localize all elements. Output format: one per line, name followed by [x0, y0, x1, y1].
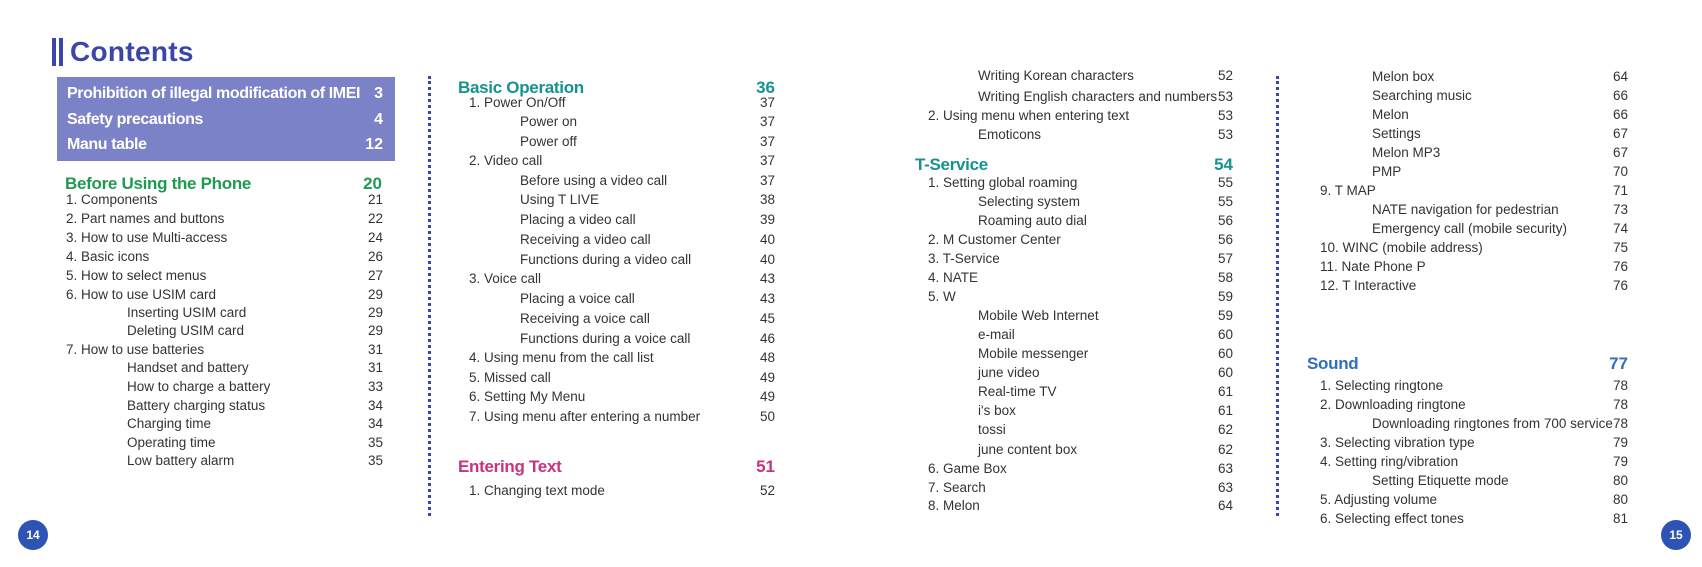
page-title: Contents	[70, 36, 194, 67]
toc-entry-page: 35	[367, 453, 383, 468]
toc-entry-page: 62	[1217, 422, 1233, 437]
toc-entry-label: june content box	[978, 442, 1078, 457]
toc-entry-page: 31	[367, 360, 383, 375]
toc-entry-page: 49	[759, 389, 775, 404]
toc-entry-label: 3. How to use Multi-access	[66, 230, 228, 245]
toc-entry[interactable]	[67, 107, 383, 133]
toc-entry-page: 48	[759, 350, 775, 365]
toc-entry-page: 24	[367, 230, 383, 245]
toc-entry-page: 53	[1217, 127, 1233, 142]
toc-entry-label: 6. How to use USIM card	[66, 287, 217, 302]
section-heading: Before Using the Phone	[65, 174, 252, 193]
toc-entry-page: 40	[759, 252, 775, 267]
toc-entry-label: 7. Using menu after entering a number	[469, 409, 701, 424]
toc-entry-page: 38	[759, 192, 775, 207]
toc-entry-page: 62	[1217, 442, 1233, 457]
toc-entry-label: 2. Downloading ringtone	[1320, 397, 1466, 412]
toc-entry-label: Real-time TV	[978, 384, 1057, 399]
column-divider	[1276, 76, 1279, 516]
toc-entry-page: 63	[1217, 461, 1233, 476]
section-page: 36	[756, 78, 775, 97]
toc-entry-label: 6. Setting My Menu	[469, 389, 586, 404]
toc-entry-page: 31	[367, 342, 383, 357]
toc-entry-page: 79	[1612, 435, 1628, 450]
toc-entry-label: Safety precautions	[67, 110, 203, 128]
toc-entry-label: Functions during a video call	[520, 252, 692, 267]
page-number-left: 14	[18, 520, 48, 550]
toc-entry-label: 1. Setting global roaming	[928, 175, 1078, 190]
toc-entry-page: 43	[759, 291, 775, 306]
toc-entry-page: 59	[1217, 289, 1233, 304]
toc-entry-label: Melon box	[1372, 69, 1435, 84]
toc-entry-page: 46	[759, 331, 775, 346]
toc-entry-page: 37	[759, 173, 775, 188]
toc-entry-page: 37	[759, 153, 775, 168]
toc-entry-label: 8. Melon	[928, 498, 980, 513]
toc-entry-label: 4. Using menu from the call list	[469, 350, 654, 365]
toc-entry-label: 1. Selecting ringtone	[1320, 378, 1444, 393]
toc-entry-label: Power off	[520, 134, 577, 149]
toc-entry-label: 1. Changing text mode	[469, 483, 605, 498]
toc-entry-label: 2. Part names and buttons	[66, 211, 225, 226]
toc-entry-label: 4. Setting ring/vibration	[1320, 454, 1459, 469]
toc-entry-label: Searching music	[1372, 88, 1472, 103]
toc-entry-page: 61	[1217, 384, 1233, 399]
toc-entry-label: Using T LIVE	[520, 192, 600, 207]
toc-entry-label: NATE navigation for pedestrian	[1372, 202, 1559, 217]
toc-entry-page: 64	[1612, 69, 1628, 84]
toc-entry-label: Battery charging status	[127, 398, 266, 413]
toc-entry-page: 67	[1612, 126, 1628, 141]
toc-entry-page: 60	[1217, 365, 1233, 380]
toc-entry-page: 81	[1612, 511, 1628, 526]
toc-entry-page: 71	[1612, 183, 1628, 198]
toc-entry-label: 2. Video call	[469, 153, 543, 168]
toc-entry-label: Emergency call (mobile security)	[1372, 221, 1568, 236]
section-heading: T-Service	[915, 155, 988, 174]
toc-entry-page: 80	[1612, 492, 1628, 507]
toc-entry-label: 3. Selecting vibration type	[1320, 435, 1475, 450]
contents-title	[52, 36, 194, 68]
toc-entry-page: 76	[1612, 278, 1628, 293]
section-heading: Basic Operation	[458, 78, 584, 97]
column-divider	[428, 76, 431, 516]
toc-entry-label: Melon MP3	[1372, 145, 1441, 160]
toc-entry-label: Mobile Web Internet	[978, 308, 1099, 323]
toc-entry-label: tossi	[978, 422, 1006, 437]
toc-entry-page: 63	[1217, 480, 1233, 495]
toc-entry-page: 78	[1612, 378, 1628, 393]
toc-entry-label: e-mail	[978, 327, 1015, 342]
highlight-box	[57, 77, 395, 161]
page-number-right: 15	[1661, 520, 1691, 550]
toc-entry-page: 55	[1217, 194, 1233, 209]
section-heading: Sound	[1307, 354, 1359, 373]
toc-entry-page: 29	[367, 287, 383, 302]
toc-entry-page: 34	[367, 416, 383, 431]
toc-entry-label: 5. W	[928, 289, 956, 304]
toc-entry-label: 11. Nate Phone P	[1320, 259, 1426, 274]
toc-entry-label: june video	[978, 365, 1040, 380]
toc-entry-page: 61	[1217, 403, 1233, 418]
toc-entry-page: 45	[759, 311, 775, 326]
section-heading: Entering Text	[458, 457, 562, 476]
toc-entry-page: 73	[1612, 202, 1628, 217]
toc-entry-page: 3	[374, 85, 383, 102]
toc-entry-page: 78	[1612, 416, 1628, 431]
toc-entry-page: 57	[1217, 251, 1233, 266]
title-bar-icon	[52, 38, 63, 66]
toc-entry-page: 53	[1217, 108, 1233, 123]
toc-entry-page: 37	[759, 114, 775, 129]
toc-entry-page: 29	[367, 305, 383, 320]
toc-entry-page: 60	[1217, 346, 1233, 361]
toc-entry-label: Roaming auto dial	[978, 213, 1087, 228]
toc-entry-label: Inserting USIM card	[127, 305, 247, 320]
toc-entry-label: 9. T MAP	[1320, 183, 1376, 198]
toc-entry-label: Operating time	[127, 435, 216, 450]
toc-entry-label: 3. T-Service	[928, 251, 1000, 266]
toc-entry-label: Downloading ringtones from 700 service	[1372, 416, 1613, 431]
toc-entry-page: 66	[1612, 107, 1628, 122]
toc-entry-page: 50	[759, 409, 775, 424]
toc-entry-page: 74	[1612, 221, 1628, 236]
toc-entry-page: 55	[1217, 175, 1233, 190]
toc-entry-label: How to charge a battery	[127, 379, 271, 394]
toc-entry-label: 6. Selecting effect tones	[1320, 511, 1464, 526]
toc-entry-page: 64	[1217, 498, 1233, 513]
toc-entry-label: 1. Power On/Off	[469, 95, 566, 110]
toc-entry-page: 43	[759, 271, 775, 286]
toc-entry-label: 2. M Customer Center	[928, 232, 1061, 247]
toc-entry-label: 3. Voice call	[469, 271, 542, 286]
toc-entry-page: 53	[1217, 89, 1233, 104]
toc-entry-page: 22	[367, 211, 383, 226]
toc-entry-label: Melon	[1372, 107, 1409, 122]
toc-entry-label: Receiving a video call	[520, 232, 651, 247]
toc-entry-page: 37	[759, 95, 775, 110]
toc-entry-label: Writing English characters and numbers	[978, 89, 1218, 104]
toc-entry-label: i's box	[978, 403, 1016, 418]
toc-entry-page: 60	[1217, 327, 1233, 342]
toc-entry-page: 52	[1217, 68, 1233, 83]
toc-entry-label: PMP	[1372, 164, 1402, 179]
toc-entry-page: 26	[367, 249, 383, 264]
toc-entry-label: Selecting system	[978, 194, 1081, 209]
section-page: 77	[1609, 354, 1628, 373]
toc-entry-label: 5. How to select menus	[66, 268, 207, 283]
toc-entry-page: 49	[759, 370, 775, 385]
toc-entry-label: Settings	[1372, 126, 1421, 141]
toc-entry-label: Power on	[520, 114, 578, 129]
toc-entry-page: 58	[1217, 270, 1233, 285]
toc-entry-page: 52	[759, 483, 775, 498]
toc-entry-label: 5. Adjusting volume	[1320, 492, 1438, 507]
toc-entry-page: 4	[374, 110, 383, 128]
toc-entry-page: 34	[367, 398, 383, 413]
toc-entry-page: 12	[365, 136, 383, 153]
toc-entry-page: 75	[1612, 240, 1628, 255]
toc-entry-page: 33	[367, 379, 383, 394]
toc-entry-page: 76	[1612, 259, 1628, 274]
toc-entry-page: 56	[1217, 232, 1233, 247]
toc-entry-page: 59	[1217, 308, 1233, 323]
toc-entry-page: 79	[1612, 454, 1628, 469]
toc-entry-label: Receiving a voice call	[520, 311, 650, 326]
toc-entry[interactable]	[67, 132, 383, 158]
section-page: 54	[1214, 155, 1233, 174]
toc-entry-label: Mobile messenger	[978, 346, 1089, 361]
toc-entry-label: 2. Using menu when entering text	[928, 108, 1130, 123]
toc-entry-label: 1. Components	[66, 192, 158, 207]
toc-entry-page: 78	[1612, 397, 1628, 412]
toc-entry-page: 35	[367, 435, 383, 450]
toc-entry-page: 37	[759, 134, 775, 149]
toc-entry-label: Prohibition of illegal modification of IMEI	[67, 85, 361, 102]
toc-entry-label: 5. Missed call	[469, 370, 551, 385]
section-page: 51	[756, 457, 775, 476]
section-page: 20	[363, 174, 382, 193]
toc-entry-label: 7. Search	[928, 480, 986, 495]
toc-entry-page: 80	[1612, 473, 1628, 488]
toc-entry-label: Manu table	[67, 136, 147, 153]
toc-entry-page: 70	[1612, 164, 1628, 179]
toc-entry-page: 39	[759, 212, 775, 227]
toc-entry-label: Writing Korean characters	[978, 68, 1134, 83]
toc-entry-label: Charging time	[127, 416, 212, 431]
toc-entry-label: 6. Game Box	[928, 461, 1007, 476]
toc-entry-label: Emoticons	[978, 127, 1042, 142]
toc-entry-label: Handset and battery	[127, 360, 249, 375]
toc-entry-page: 40	[759, 232, 775, 247]
toc-entry-label: 7. How to use batteries	[66, 342, 205, 357]
toc-entry-label: Low battery alarm	[127, 453, 235, 468]
toc-entry-page: 27	[367, 268, 383, 283]
toc-entry-label: Placing a voice call	[520, 291, 635, 306]
toc-entry-page: 66	[1612, 88, 1628, 103]
toc-entry-page: 29	[367, 323, 383, 338]
toc-entry-label: Before using a video call	[520, 173, 668, 188]
toc-entry[interactable]	[67, 81, 383, 107]
toc-entry-label: 10. WINC (mobile address)	[1320, 240, 1483, 255]
toc-entry-label: Placing a video call	[520, 212, 636, 227]
toc-entry-label: Functions during a voice call	[520, 331, 691, 346]
toc-entry-label: Setting Etiquette mode	[1372, 473, 1509, 488]
toc-entry-label: 4. Basic icons	[66, 249, 150, 264]
toc-entry-label: Deleting USIM card	[127, 323, 245, 338]
toc-entry-page: 67	[1612, 145, 1628, 160]
toc-entry-label: 4. NATE	[928, 270, 979, 285]
toc-entry-label: 12. T Interactive	[1320, 278, 1417, 293]
toc-entry-page: 56	[1217, 213, 1233, 228]
toc-entry-page: 21	[367, 192, 383, 207]
